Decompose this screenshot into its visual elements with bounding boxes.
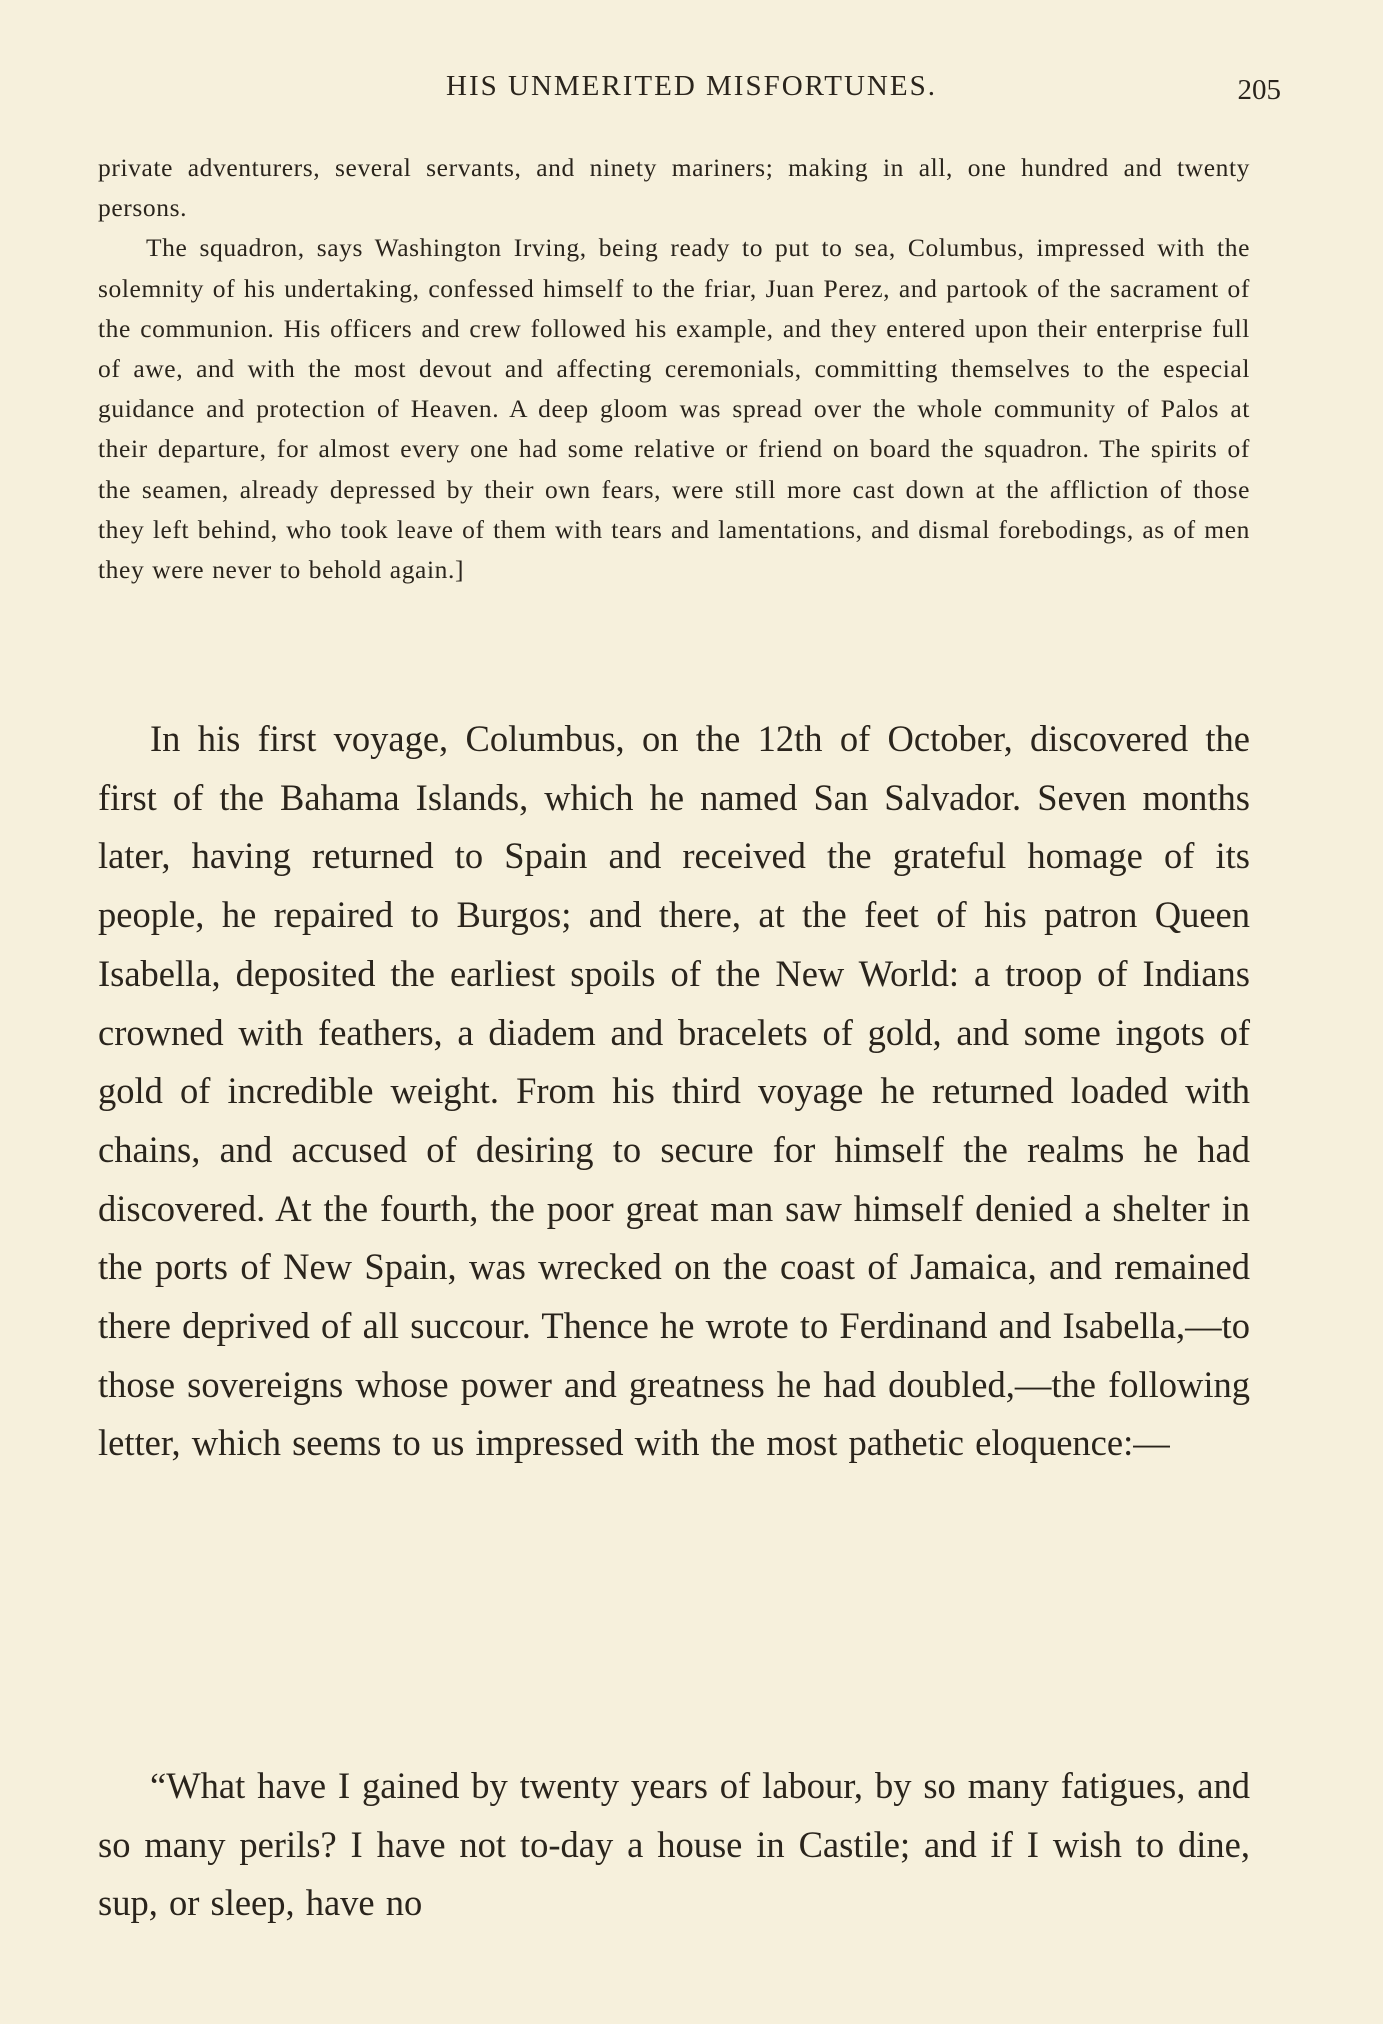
footnote-paragraph-2: The squadron, says Washington Irving, being ready to put to sea, Columbus, impressed with the solemnity of his undertaking, confessed himself to the friar, Juan Perez, and partook of the sacrament of the communion. His officers and crew followed his example, and they entered upon their enterprise full of awe, and with the most devout and affecting ceremonials, committing themselves to the especial guidance and protection of Heaven. A deep gloom was spread over the whole community of Palos at their departure, for almost every one had some relative or friend on board the squadron. The spirits of the seamen, already depressed by their own fears, were still more cast down at the affliction of those they left behind, who took leave of them with tears and lamentations, and dismal forebodings, as of men they were never to behold again.] [98, 233, 1250, 585]
footnote-block [98, 148, 1250, 590]
quote-text-block [98, 1757, 1250, 1933]
main-paragraph: In his first voyage, Columbus, on the 12th of October, discovered the first of the Bahama Islands, which he named San Salvador. Seven months later, having returned to Spain and received the grateful homage of its people, he repaired to Burgos; and there, at the feet of his patron Queen Isabella, deposited the earliest spoils of the New World: a troop of Indians crowned with feathers, a diadem and bracelets of gold, and some ingots of gold of incredible weight. From his third voyage he returned loaded with chains, and accused of desiring to secure for himself the realms he had discovered. At the fourth, the poor great man saw himself denied a shelter in the ports of New Spain, was wrecked on the coast of Jamaica, and remained there deprived of all succour. Thence he wrote to Ferdinand and Isabella,—to those sovereigns whose power and greatness he had doubled,—the following letter, which seems to us impressed with the most pathetic eloquence:— [98, 718, 1250, 1464]
running-title: HIS UNMERITED MISFORTUNES. [446, 70, 937, 102]
page-number: 205 [1237, 74, 1281, 106]
quote-paragraph: “What have I gained by twenty years of labour, by so many fatigues, and so many perils? I have not to-day a house in Castile; and if I wish to dine, sup, or sleep, have no [98, 1765, 1250, 1924]
running-head [98, 66, 1285, 106]
main-text-block [98, 710, 1250, 1473]
footnote-paragraph-1: private adventurers, several servants, and ninety mariners; making in all, one hundred and twenty persons. [98, 153, 1250, 223]
